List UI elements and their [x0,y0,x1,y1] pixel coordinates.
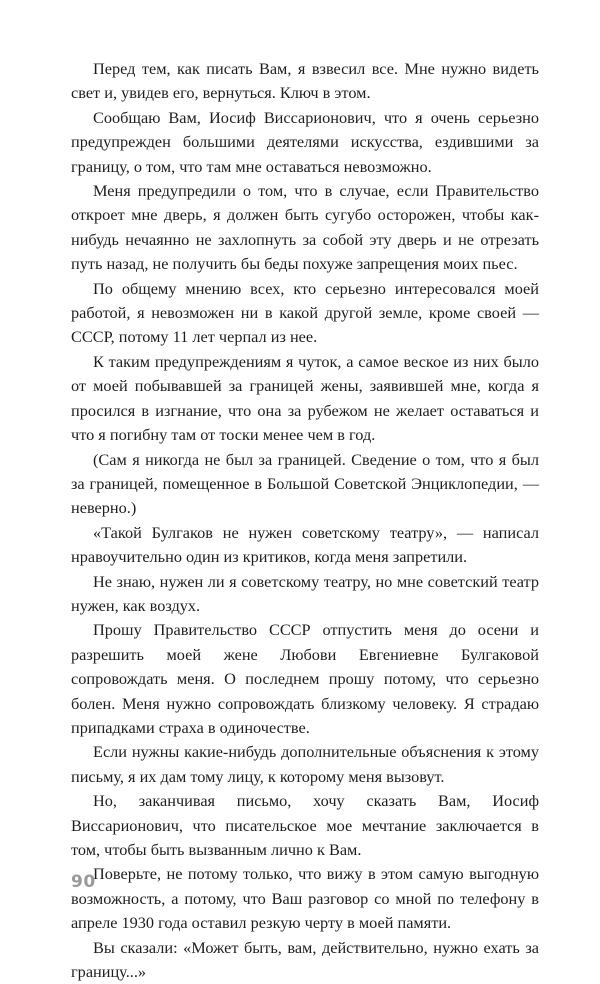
paragraph-11: Но, заканчивая письмо, хочу сказать Вам, Иосиф Виссарионович, что писательское мое мечтание заключается в том, чтобы быть вызванным лично к Вам. [71,791,539,859]
paragraph-6: (Сам я никогда не был за границей. Сведение о том, что я был за границей, помещенное в Большой Советской Энциклопедии, — неверно.) [71,449,539,518]
paragraph-5: К таким предупреждениям я чуток, а самое веское из них было от моей побывавшей за границей жены, заявившей мне, когда я просился в изгнание, что она за рубежом не желает оставаться и что я погибну там от тоски менее чем в год. [71,351,539,445]
paragraph-13: Вы сказали: «Может быть, вам, действительно, нужно ехать за границу...» [71,937,539,982]
paragraph-2: Сообщаю Вам, Иосиф Виссарионович, что я очень серьезно предупрежден большими деятелями искусства, ездившими за границу, о том, что там мне оставаться невозможно. [71,107,539,176]
page-body [71,57,539,984]
paragraph-8: Не знаю, нужен ли я советскому театру, но мне советский театр нужен, как воздух. [71,571,539,615]
paragraph-12: Поверьте, не потому только, что вижу в этом самую выгодную возможность, а потому, что Ваш разговор со мной по телефону в апреле 1930 года оставил резкую черту в моей памяти. [71,864,539,933]
paragraph-4: По общему мнению всех, кто серьезно интересовался моей работой, я невозможен ни в какой другой земле, кроме своей — СССР, потому 11 лет черпал из нее. [71,278,539,347]
paragraph-10: Если нужны какие-нибудь дополнительные объяснения к этому письму, я их дам тому лицу, к которому меня вызовут. [71,742,539,786]
paragraph-1: Перед тем, как писать Вам, я взвесил все. Мне нужно видеть свет и, увидев его, вернуться. Ключ в этом. [71,59,539,103]
paragraph-9: Прошу Правительство СССР отпустить меня до осени и разрешить моей жене Любови Евгениевне Булгаковой сопровождать меня. О последнем прошу потому, что серьезно болен. Меня нужно сопровождать близкому человеку. Я страдаю припадками страха в одиночестве. [71,620,539,737]
paragraph-7: «Такой Булгаков не нужен советскому театру», — написал нравоучительно один из критиков, когда меня запретили. [71,522,539,567]
paragraph-3: Меня предупредили о том, что в случае, если Правительство откроет мне дверь, я должен быть сугубо осторожен, чтобы как-нибудь нечаянно не захлопнуть за собой эту дверь и не отрезать путь назад, не получить бы беды похуже запрещения моих пьес. [71,181,539,274]
page-number: 90 [71,872,96,892]
